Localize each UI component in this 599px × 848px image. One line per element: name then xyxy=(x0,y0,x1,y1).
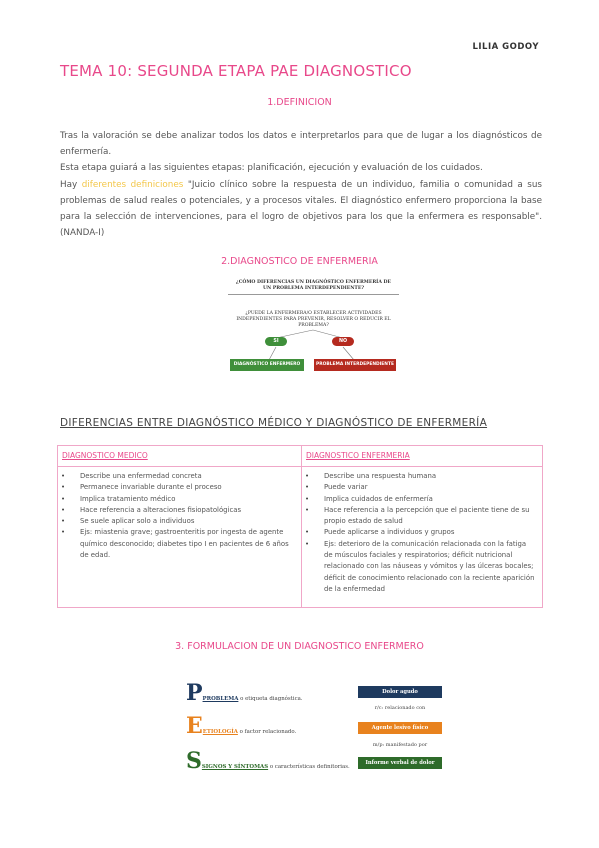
header-nursing: DIAGNOSTICO ENFERMERIA xyxy=(306,451,410,460)
pes-desc: o características definitorias. xyxy=(268,764,350,770)
pes-desc: o etiqueta diagnóstica. xyxy=(238,696,303,702)
list-item: • Se suele aplicar solo a individuos xyxy=(58,516,296,527)
list-item: • Puede aplicarse a individuos y grupos xyxy=(302,527,536,538)
flow-question-2: ¿PUEDE LA ENFERMERA/O ESTABLECER ACTIVIDADES INDEPENDIENTES PARA PREVENIR, RESOLVER O REDUCIR EL PROBLEMA? xyxy=(236,311,391,328)
author-name: LILIA GODOY xyxy=(472,42,539,52)
list-item: • Permanece invariable durante el proceso xyxy=(58,482,296,493)
pes-letter-s: S xyxy=(186,748,202,774)
pes-term: SIGNOS Y SÍNTOMAS xyxy=(201,764,269,770)
pes-etiologia xyxy=(186,713,296,739)
differences-heading: DIFERENCIAS ENTRE DIAGNÓSTICO MÉDICO Y DIAGNÓSTICO DE ENFERMERÍA xyxy=(60,417,488,429)
highlighted-text: diferentes definiciones xyxy=(81,179,184,190)
table-header-row xyxy=(58,446,542,467)
example-box-informe: Informe verbal de dolor xyxy=(358,757,442,769)
pes-term: ETIOLOGÍA xyxy=(202,729,238,735)
paragraph-3-pre: Hay xyxy=(60,179,82,190)
list-item: • Ejs: deterioro de la comunicación relacionada con la fatiga de músculos faciales y respiratorios; déficit nutricional relacionado con las náuseas y vómitos y las úlceras bocales; déficit de conocimiento relacionado con la reciente aparición de la enfermedad xyxy=(302,539,536,595)
pes-problema xyxy=(186,680,303,706)
example-connector-mp: m/p: manifestado por xyxy=(372,742,428,748)
flow-diagram xyxy=(226,280,401,375)
example-box-agente: Agente lesivo físico xyxy=(358,722,442,734)
pes-desc: o factor relacionado. xyxy=(237,729,297,735)
paragraph-3 xyxy=(60,177,542,242)
list-item: • Describe una respuesta humana xyxy=(302,471,536,482)
definition-paragraph xyxy=(60,128,542,241)
list-item: • Puede variar xyxy=(302,482,536,493)
section-heading-definicion: 1.DEFINICION xyxy=(267,97,332,108)
example-connector-rc: r/c: relacionado con xyxy=(374,705,426,711)
list-item: • Ejs: miastenia grave; gastroenteritis por ingesta de agente químico desconocido; diabetes tipo I en pacientes de 6 años de edad. xyxy=(58,527,296,561)
section-heading-formulacion: 3. FORMULACION DE UN DIAGNOSTICO ENFERMERO xyxy=(175,641,424,652)
differences-table xyxy=(57,445,543,608)
paragraph-3-quote: "Juicio clínico sobre la respuesta de un individuo, familia o comunidad a sus problemas de salud reales o potenciales, y a procesos vitales. El diagnóstico enfermero proporciona la base para la selección de intervenciones, para el logro de objetivos para los que la enfermera es responsable". (NANDA-I) xyxy=(60,179,542,239)
pes-signos xyxy=(186,748,350,774)
list-item: • Hace referencia a alteraciones fisiopatológicas xyxy=(58,505,296,516)
pes-letter-e: E xyxy=(186,713,203,739)
flow-result-diagnostico: DIAGNÓSTICO ENFERMERO xyxy=(230,359,304,371)
section-heading-diagnostico: 2.DIAGNOSTICO DE ENFERMERIA xyxy=(221,256,378,267)
page-title: TEMA 10: SEGUNDA ETAPA PAE DIAGNOSTICO xyxy=(60,62,412,80)
medical-list xyxy=(58,471,296,561)
header-medical: DIAGNOSTICO MEDICO xyxy=(62,451,148,460)
flow-yes-pill: SI xyxy=(265,337,287,346)
paragraph-1: Tras la valoración se debe analizar todos los datos e interpretarlos para que de lugar a los diagnósticos de enfermería. xyxy=(60,131,542,158)
list-item: • Implica cuidados de enfermería xyxy=(302,494,536,505)
example-box-dolor: Dolor agudo xyxy=(358,686,442,698)
list-item: • Describe una enfermedad concreta xyxy=(58,471,296,482)
flow-result-problema: PROBLEMA INTERDEPENDIENTE xyxy=(314,359,396,371)
pes-term: PROBLEMA xyxy=(202,696,239,702)
paragraph-2: Esta etapa guiará a las siguientes etapas: planificación, ejecución y evaluación de los cuidados. xyxy=(60,163,483,174)
list-item: • Hace referencia a la percepción que el paciente tiene de su propio estado de salud xyxy=(302,505,536,528)
flow-no-pill: NO xyxy=(332,337,354,346)
flow-question-1: ¿CÓMO DIFERENCIAS UN DIAGNÓSTICO ENFERMERÍA DE UN PROBLEMA INTERDEPENDIENTE? xyxy=(236,280,391,291)
pes-letter-p: P xyxy=(186,680,203,706)
nursing-list xyxy=(302,471,536,595)
list-item: • Implica tratamiento médico xyxy=(58,494,296,505)
